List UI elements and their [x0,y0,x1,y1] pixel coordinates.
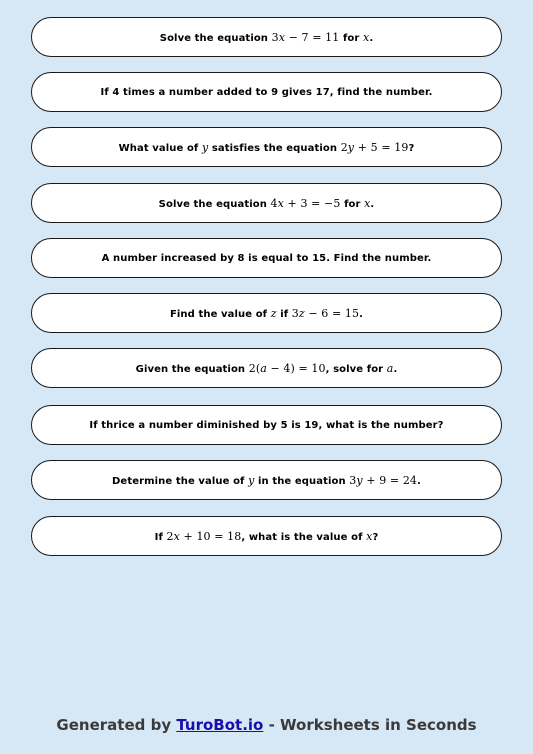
question-box [31,72,502,112]
question-text [102,253,432,264]
question-text-segment: If 4 times a number added to 9 gives 17, find the number. [100,86,433,98]
question-text-segment: If thrice a number diminished by 5 is 19, what is the number? [89,419,444,431]
question-text-segment: for [340,198,365,210]
math-variable: x [173,529,180,543]
math-expression [167,530,242,543]
math-term: 2 [340,140,348,154]
math-term: + 5 = 19 [354,140,409,154]
question-text-segment: Solve the equation [159,32,272,44]
math-term: 3 [291,306,299,320]
math-variable: y [248,473,255,487]
question-text-segment: . [417,475,421,487]
question-text-segment: . [369,32,374,44]
question-text [155,530,379,543]
question-box [31,516,502,556]
question-text [89,420,443,431]
math-expression [292,307,359,320]
question-box [31,183,502,223]
question-text-segment: A number increased by 8 is equal to 15. Find the number. [101,252,432,264]
math-term: 3 [349,473,357,487]
question-text-segment: satisfies the equation [208,142,341,154]
math-term: 3 [271,30,279,44]
question-box [31,405,502,445]
math-term: 4 [270,196,278,210]
question-text [101,87,433,98]
math-expression [341,141,409,154]
footer-suffix: - Worksheets in Seconds [263,716,477,734]
question-box [31,348,502,388]
math-variable: y [356,473,363,487]
question-box [31,238,502,278]
question-text-segment: for [339,32,363,44]
question-text-segment: Find the value of [169,308,271,320]
question-text-segment: . [370,198,375,210]
question-text [119,141,415,154]
question-text-segment: if [276,308,292,320]
question-box [31,293,502,333]
math-variable: y [201,140,209,154]
math-expression [271,197,341,210]
math-expression [272,31,340,44]
question-box [31,460,502,500]
math-term: 2( [248,361,261,375]
question-text-segment: Given the equation [135,363,249,375]
question-text [159,197,375,210]
math-term: − 4) = 10 [266,361,326,375]
turobot-link[interactable]: TuroBot.io [176,716,264,734]
math-variable: z [298,306,305,320]
math-term: + 9 = 24 [362,473,418,487]
question-box [31,17,502,57]
math-term: + 3 = −5 [283,196,341,210]
question-text-segment: , solve for [325,363,387,375]
footer [0,716,533,734]
question-text-segment: in the equation [254,475,350,487]
question-text-segment: What value of [118,142,202,154]
math-term: − 7 = 11 [285,30,340,44]
math-variable: a [260,361,267,375]
question-text-segment: If [154,531,167,543]
math-variable: x [277,196,284,210]
question-text [112,474,421,487]
math-variable: x [364,196,371,210]
question-text-segment: Solve the equation [158,198,271,210]
math-expression [249,362,326,375]
question-box [31,127,502,167]
question-text-segment: ? [408,142,415,154]
question-text [170,307,363,320]
math-variable: y [347,140,355,154]
question-text-segment: ? [372,531,379,543]
math-term: − 6 = 15 [304,306,360,320]
question-text-segment: Determine the value of [112,475,249,487]
math-variable: x [278,30,286,44]
question-text [136,362,398,375]
math-term: + 10 = 18 [179,529,242,543]
question-text-segment: . [393,363,398,375]
math-variable: a [386,361,394,375]
math-variable: x [366,529,373,543]
math-term: 2 [166,529,174,543]
math-variable: z [270,306,277,320]
question-text-segment: , what is the value of [241,531,367,543]
math-variable: x [363,30,370,44]
question-text [160,31,373,44]
math-expression [349,474,417,487]
footer-prefix: Generated by [56,716,177,734]
question-text-segment: . [359,308,364,320]
